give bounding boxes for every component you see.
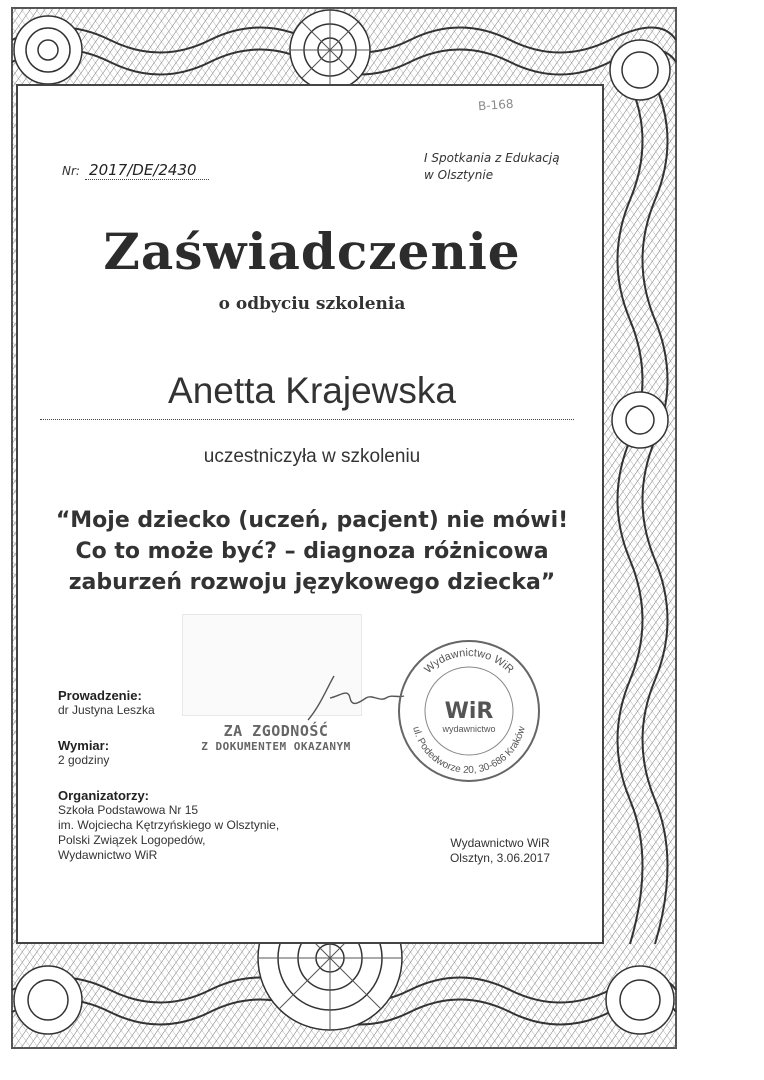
organizer-line: Szkoła Podstawowa Nr 15: [58, 803, 199, 817]
instructor-label: Prowadzenie:: [58, 688, 142, 703]
certificate-subtitle: o odbyciu szkolenia: [218, 294, 406, 314]
organizer-line: Wydawnictwo WiR: [58, 848, 158, 862]
event-line-1: I Spotkania z Edukacją: [424, 151, 560, 165]
certificate-number: [62, 160, 209, 180]
seal-logo: WiR: [444, 699, 494, 724]
duration-label: Wymiar:: [58, 738, 110, 753]
handwritten-annotation: B-168: [477, 96, 514, 114]
stamp-line-2: Z DOKUMENTEM OKAZANYM: [201, 740, 351, 753]
organizer-line: im. Wojciecha Kętrzyńskiego w Olsztynie,: [58, 818, 280, 832]
issuer-block: [440, 836, 560, 866]
participant-name: Anetta Krajewska: [168, 370, 456, 411]
number-value: 2017/DE/2430: [85, 161, 209, 180]
instructor-block: [58, 688, 155, 718]
participated-text: uczestniczyła w szkoleniu: [203, 446, 421, 467]
stamp-line-1: ZA ZGODNOŚĆ: [223, 722, 329, 740]
seal-ring-bottom: ul. Podedworze 20, 30-686 Kraków: [410, 725, 528, 777]
issuer-line-2: Olsztyn, 3.06.2017: [449, 851, 551, 865]
seal-logo-sub: wydawnictwo: [442, 724, 496, 734]
organizers-block: [58, 788, 279, 863]
event-name: [424, 150, 560, 184]
issuer-line-1: Wydawnictwo WiR: [450, 836, 550, 850]
publisher-seal: [394, 636, 544, 786]
seal-ring-top: Wydawnictwo WiR: [422, 646, 516, 676]
certificate-title: Zaświadczenie: [103, 222, 521, 281]
name-underline: [40, 419, 574, 420]
course-title: [0, 505, 694, 598]
duration-block: [58, 738, 109, 768]
svg-text:Wydawnictwo WiR: [422, 647, 516, 676]
course-line-2: Co to może być? – diagnoza różnicowa: [75, 539, 549, 564]
course-line-1: “Moje dziecko (uczeń, pacjent) nie mówi!: [55, 508, 569, 533]
instructor-value: dr Justyna Leszka: [58, 703, 155, 717]
number-label: Nr:: [62, 164, 80, 178]
course-line-3: zaburzeń rozwoju językowego dziecka”: [68, 570, 556, 595]
event-line-2: w Olsztynie: [424, 168, 494, 182]
duration-value: 2 godziny: [58, 753, 110, 767]
organizers-label: Organizatorzy:: [58, 788, 150, 803]
organizer-line: Polski Związek Logopedów,: [58, 833, 206, 847]
